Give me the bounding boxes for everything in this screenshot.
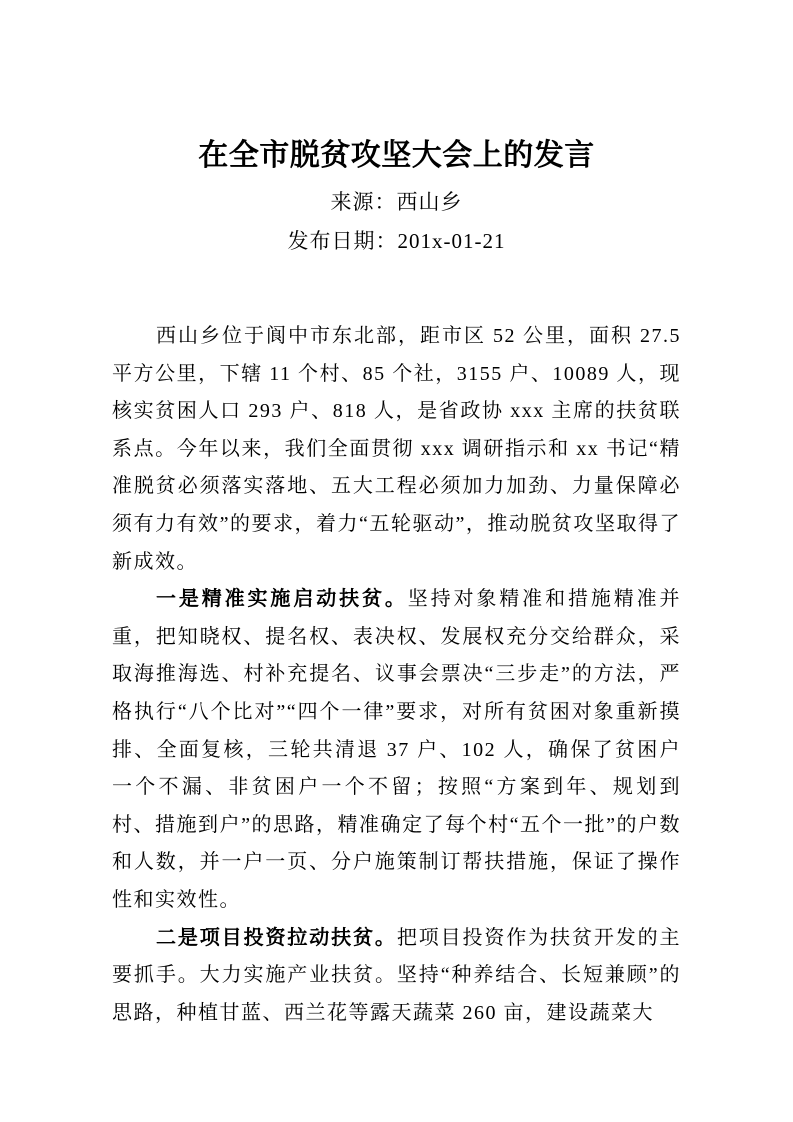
body-paragraph (112, 318, 681, 581)
body-paragraph (112, 920, 681, 1033)
source-line: 来源：西山乡 (330, 190, 463, 214)
paragraph-text: 西山乡位于阆中市东北部，距市区 52 公里，面积 27.5 平方公里，下辖 11 个村、85 个社，3155 户、10089 人，现核实贫困人口 293 户、818 人，是省政协 xxx 主席的扶贫联系点。今年以来，我们全面贯彻 xxx 调研指示和 xx 书记“精准脱贫必须落实落地、五大工程必须加力加劲、力量保障必须有力有效”的要求，着力“五轮驱动”，推动脱贫攻坚取得了新成效。 (112, 325, 681, 573)
document-title: 在全市脱贫攻坚大会上的发言 (198, 139, 595, 172)
document-body (112, 318, 681, 1032)
body-paragraph (112, 581, 681, 919)
paragraph-lead: 二是项目投资拉动扶贫。 (156, 926, 397, 949)
paragraph-text: 把项目投资作为扶贫开发的主要抓手。大力实施产业扶贫。坚持“种养结合、长短兼顾”的思路，种植甘蓝、西兰花等露天蔬菜 260 亩，建设蔬菜大 (112, 926, 682, 1024)
paragraph-lead: 一是精准实施启动扶贫。 (156, 588, 408, 611)
publish-date-line: 发布日期：201x-01-21 (287, 229, 506, 253)
paragraph-text: 坚持对象精准和措施精准并重，把知晓权、提名权、表决权、发展权充分交给群众，采取海推海选、村补充提名、议事会票决“三步走”的方法，严格执行“八个比对”“四个一律”要求，对所有贫困对象重新摸排、全面复核，三轮共清退 37 户、102 人，确保了贫困户一个不漏、非贫困户一个不留；按照“方案到年、规划到村、措施到户”的思路，精准确定了每个村“五个一批”的户数和人数，并一户一页、分户施策制订帮扶措施，保证了操作性和实效性。 (112, 588, 681, 911)
